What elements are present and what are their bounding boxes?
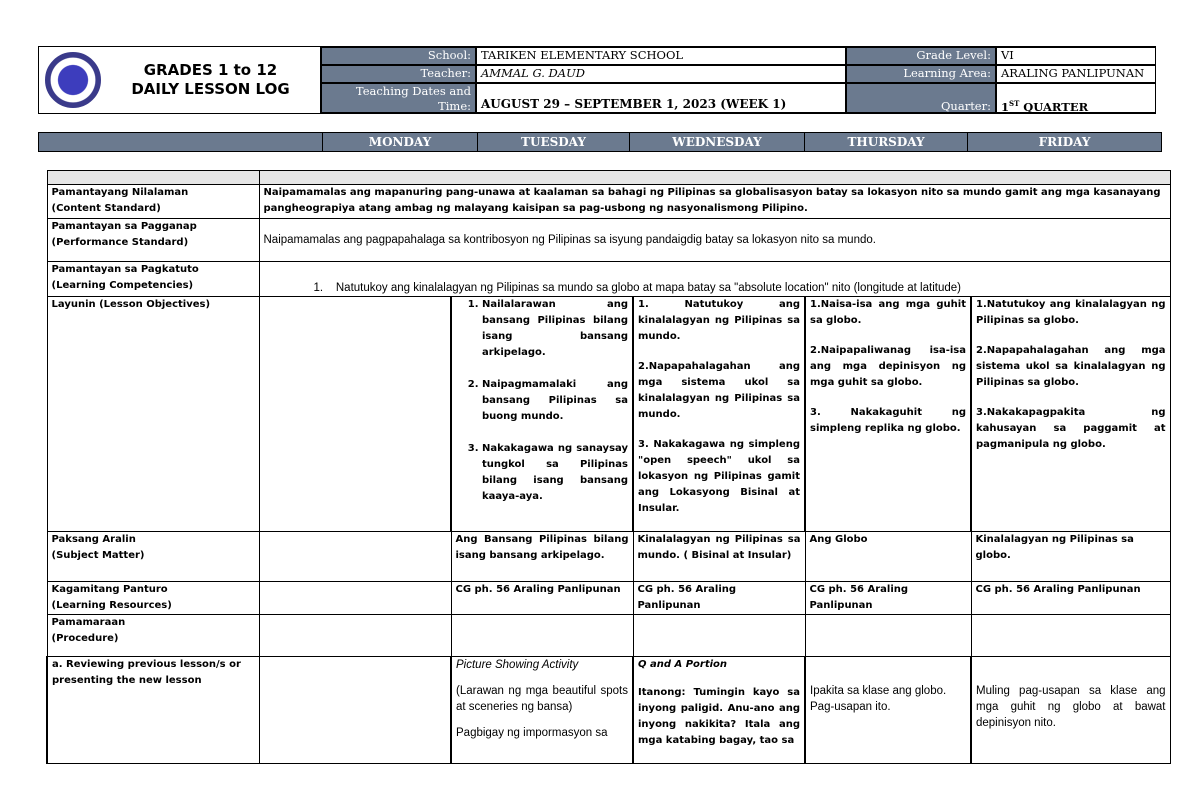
- dates-label-2: Time:: [438, 99, 471, 113]
- dates-value: AUGUST 29 – SEPTEMBER 1, 2023 (WEEK 1): [476, 83, 846, 113]
- competency-text: Natutukoy ang kinalalagyan ng Pilipinas sa mundo sa globo at mapa batay sa "absolute location" nito (longitude at latitude): [335, 282, 961, 294]
- cell: [971, 615, 1170, 657]
- label: presenting the new lesson: [52, 675, 202, 686]
- list-item: 3. Nakakagawa ng simpleng "open speech" ukol sa lokasyon ng Pilipinas gamit ang Lokasyong Bisinal at Insular.: [638, 439, 800, 514]
- list-item: 2.Naipapaliwanag isa-isa ang mga depinisyon ng mga guhit sa globo.: [810, 345, 966, 388]
- quarter-sup: ST: [1009, 99, 1020, 108]
- table-header-row: [47, 171, 1170, 185]
- cell: [259, 171, 1170, 185]
- label: Kagamitang Panturo: [51, 584, 168, 595]
- quarter-value: [996, 83, 1156, 113]
- list-item: 3.Nakakapagpakita ng kahusayan sa paggamit at pagmanipula ng globo.: [976, 407, 1166, 450]
- subject-tuesday: Ang Bansang Pilipinas bilang isang bansang arkipelago.: [451, 532, 633, 582]
- table-row: [47, 657, 1170, 764]
- cell: [259, 615, 451, 657]
- review-tuesday: [451, 657, 633, 764]
- area-value: ARALING PANLIPUNAN: [996, 65, 1156, 83]
- day-tuesday: TUESDAY: [478, 133, 630, 151]
- resources-tuesday: CG ph. 56 Araling Panlipunan: [451, 582, 633, 615]
- table-row: [47, 615, 1170, 657]
- quarter-word: QUARTER: [1019, 99, 1089, 114]
- days-header: [38, 132, 1162, 152]
- activity-title: Q and A Portion: [638, 659, 728, 670]
- table-row: [47, 185, 1170, 219]
- day-friday: FRIDAY: [1038, 135, 1091, 149]
- row-label: [47, 582, 259, 615]
- list-item: 3. Nakakaguhit ng simpleng replika ng globo.: [810, 407, 966, 434]
- teacher-label: Teacher:: [321, 65, 476, 83]
- cell: [259, 532, 451, 582]
- list-item: 1. Natutukoy ang kinalalagyan ng Pilipinas sa mundo.: [638, 299, 800, 342]
- table-row: [47, 297, 1170, 532]
- resources-friday: CG ph. 56 Araling Panlipunan: [971, 582, 1170, 615]
- label: (Learning Competencies): [51, 280, 194, 291]
- resources-thursday: CG ph. 56 Araling Panlipunan: [805, 582, 971, 615]
- objectives-wednesday: [633, 297, 805, 532]
- label: (Procedure): [51, 633, 119, 644]
- label: (Subject Matter): [51, 550, 145, 561]
- review-thursday: Ipakita sa klase ang globo. Pag-usapan ito.: [805, 657, 971, 764]
- list-item: 1.Naisa-isa ang mga guhit sa globo.: [810, 299, 966, 326]
- title-line-2: DAILY LESSON LOG: [131, 80, 290, 98]
- label: (Performance Standard): [51, 237, 189, 248]
- list-item: 2. Naipagmamalaki ang bansang Pilipinas sa buong mundo.: [482, 377, 628, 425]
- row-label: Layunin (Lesson Objectives): [47, 297, 259, 532]
- activity-text: Itanong: Tumingin kayo sa inyong paligid. Anu-ano ang inyong nakikita? Itala ang mga katabing bagay, tao sa: [638, 687, 800, 746]
- row-label: [47, 219, 259, 262]
- review-friday: Muling pag-usapan sa klase ang mga guhit ng globo at bawat depinisyon nito.: [971, 657, 1170, 764]
- subject-thursday: Ang Globo: [805, 532, 971, 582]
- school-label: School:: [321, 47, 476, 65]
- objectives-friday: [971, 297, 1170, 532]
- day-wednesday: WEDNESDAY: [630, 133, 805, 151]
- grade-label: Grade Level:: [846, 47, 996, 65]
- objectives-thursday: [805, 297, 971, 532]
- subject-wednesday: Kinalalagyan ng Pilipinas sa mundo. ( Bisinal at Insular): [633, 532, 805, 582]
- label: (Content Standard): [51, 203, 161, 214]
- activity-title: Picture Showing Activity: [456, 659, 579, 671]
- content-standard: Naipamamalas ang mapanuring pang-unawa at kaalaman sa bahagi ng Pilipinas sa globalisasyon batay sa lokasyon nito sa mundo gamit ang mga kasanayang pangheograpiya atang ambag ng malayang kaisipan sa pag-usbong ng nasyonalismong Pilipino.: [259, 185, 1170, 219]
- list-item: 1.Natutukoy ang kinalalagyan ng Pilipinas sa globo.: [976, 299, 1166, 326]
- activity-text: (Larawan ng mga beautiful spots at sceneries ng bansa): [456, 685, 628, 713]
- learning-competency: [259, 262, 1170, 297]
- grade-value: VI: [996, 47, 1156, 65]
- days-blank: [39, 133, 323, 151]
- subject-friday: Kinalalagyan ng Pilipinas sa globo.: [971, 532, 1170, 582]
- performance-standard: Naipamamalas ang pagpapahalaga sa kontribosyon ng Pilipinas sa isyung pandaigdig batay sa lokasyon nito sa mundo.: [259, 219, 1170, 262]
- cell: [451, 615, 633, 657]
- row-label: [47, 532, 259, 582]
- cell: [259, 657, 451, 764]
- table-row: [47, 582, 1170, 615]
- table-row: [47, 262, 1170, 297]
- label: Pamantayan sa Pagkatuto: [51, 264, 199, 275]
- day-monday: MONDAY: [323, 133, 478, 151]
- school-value: TARIKEN ELEMENTARY SCHOOL: [476, 47, 846, 65]
- title-line-1: GRADES 1 to 12: [143, 61, 278, 79]
- row-label: [47, 185, 259, 219]
- row-label: [47, 615, 259, 657]
- list-item: 2.Napapahalagahan ang mga sistema ukol sa kinalalagyan ng Pilipinas sa mundo.: [638, 361, 800, 420]
- label: Pamamaraan: [51, 617, 126, 628]
- deped-seal-logo: [45, 52, 101, 108]
- cell: [259, 297, 451, 532]
- activity-text: Pagbigay ng impormasyon sa: [456, 727, 608, 739]
- objectives-tuesday: [451, 297, 633, 532]
- list-item: 3. Nakakagawa ng sanaysay tungkol sa Pilipinas bilang isang bansang kaaya-aya.: [482, 441, 628, 505]
- lesson-log-table: [46, 170, 1171, 764]
- header-block: [38, 46, 1156, 114]
- label: a. Reviewing previous lesson/s or: [52, 659, 241, 670]
- label: Pamantayan sa Pagganap: [51, 221, 197, 232]
- row-label: [47, 262, 259, 297]
- row-label: [47, 657, 259, 764]
- review-wednesday: [633, 657, 805, 764]
- label: (Learning Resources): [51, 600, 172, 611]
- dates-label: [321, 83, 476, 113]
- label: Pamantayang Nilalaman: [51, 187, 189, 198]
- table-row: [47, 219, 1170, 262]
- cell: [805, 615, 971, 657]
- cell: [259, 582, 451, 615]
- dates-label-1: Teaching Dates and: [355, 84, 471, 98]
- cell: [47, 171, 259, 185]
- table-row: [47, 532, 1170, 582]
- quarter-label: Quarter:: [846, 83, 996, 113]
- label: Paksang Aralin: [51, 534, 136, 545]
- area-label: Learning Area:: [846, 65, 996, 83]
- resources-wednesday: CG ph. 56 Araling Panlipunan: [633, 582, 805, 615]
- list-item: 2.Napapahalagahan ang mga sistema ukol sa kinalalagyan ng Pilipinas sa globo.: [976, 345, 1166, 388]
- logo-title-box: [39, 47, 321, 113]
- cell: [633, 615, 805, 657]
- teacher-value: AMMAL G. DAUD: [476, 65, 846, 83]
- list-item: 1. Nailalarawan ang bansang Pilipinas bilang isang bansang arkipelago.: [482, 297, 628, 361]
- day-thursday: THURSDAY: [805, 133, 968, 151]
- quarter-num: 1: [1001, 99, 1010, 114]
- list-num: 1.: [313, 282, 324, 294]
- document-title: [101, 61, 320, 99]
